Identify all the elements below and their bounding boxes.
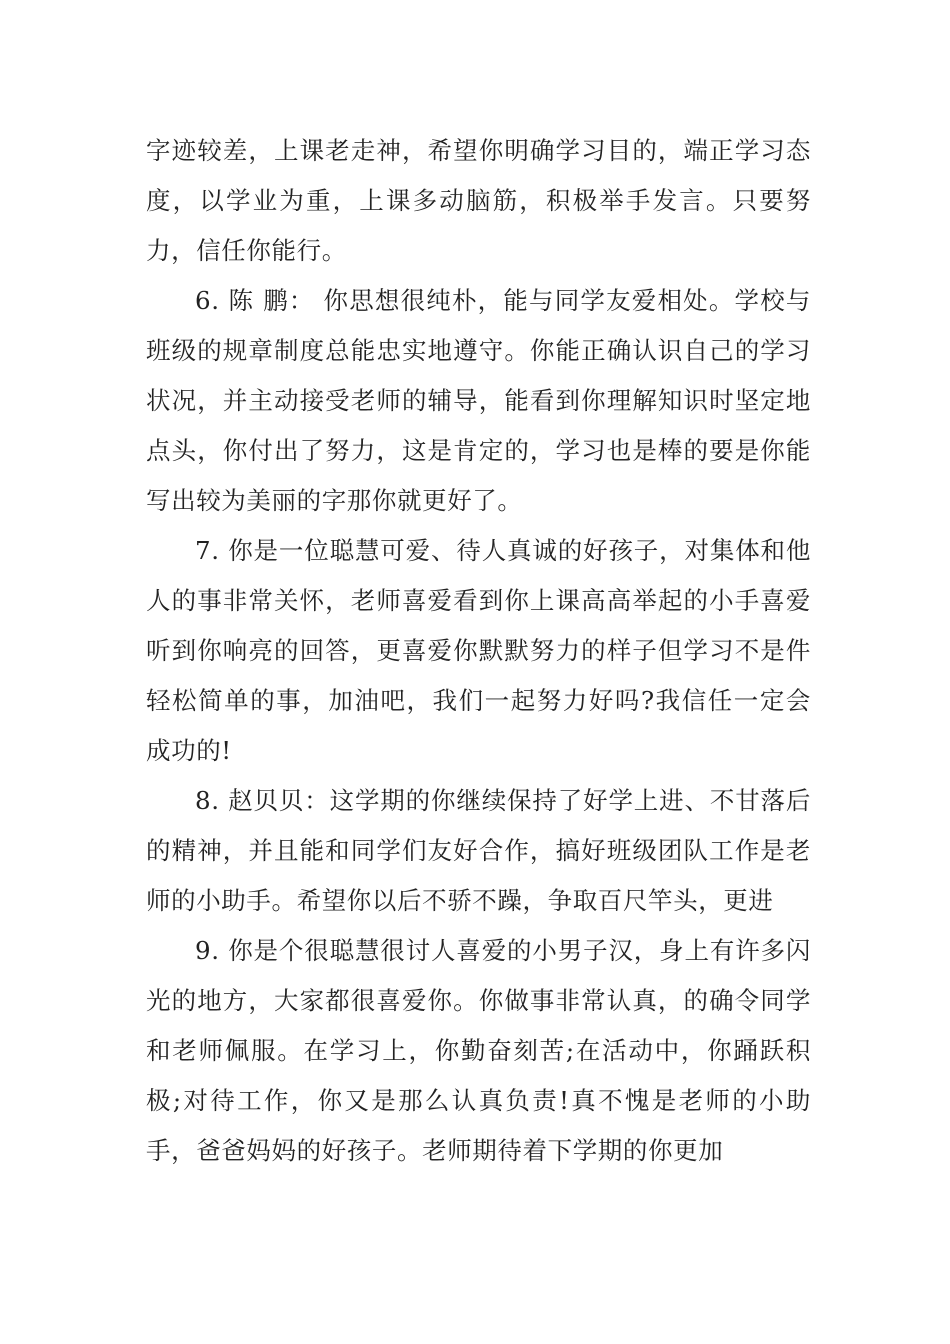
document-body xyxy=(146,126,811,1176)
paragraph-comment-6: 6. 陈 鹏： 你思想很纯朴，能与同学友爱相处。学校与班级的规章制度总能忠实地遵守。你能正确认识自己的学习状况，并主动接受老师的辅导，能看到你理解知识时坚定地点头，你付出了努力，这是肯定的，学习也是棒的要是你能写出较为美丽的字那你就更好了。 xyxy=(146,286,811,515)
paragraph-continuation: 字迹较差，上课老走神，希望你明确学习目的，端正学习态度，以学业为重，上课多动脑筋，积极举手发言。只要努力，信任你能行。 xyxy=(146,136,811,265)
paragraph-comment-9: 9. 你是个很聪慧很讨人喜爱的小男子汉，身上有许多闪光的地方，大家都很喜爱你。你做事非常认真，的确令同学和老师佩服。在学习上，你勤奋刻苦;在活动中，你踊跃积极;对待工作，你又是那么认真负责!真不愧是老师的小助手，爸爸妈妈的好孩子。老师期待着下学期的你更加 xyxy=(146,936,811,1165)
paragraph-comment-7: 7. 你是一位聪慧可爱、待人真诚的好孩子，对集体和他人的事非常关怀，老师喜爱看到你上课高高举起的小手喜爱听到你响亮的回答，更喜爱你默默努力的样子但学习不是件轻松简单的事，加油吧，我们一起努力好吗?我信任一定会成功的! xyxy=(146,536,811,765)
paragraph-comment-8: 8. 赵贝贝：这学期的你继续保持了好学上进、不甘落后的精神，并且能和同学们友好合作，搞好班级团队工作是老师的小助手。希望你以后不骄不躁，争取百尺竿头，更进 xyxy=(146,786,811,915)
